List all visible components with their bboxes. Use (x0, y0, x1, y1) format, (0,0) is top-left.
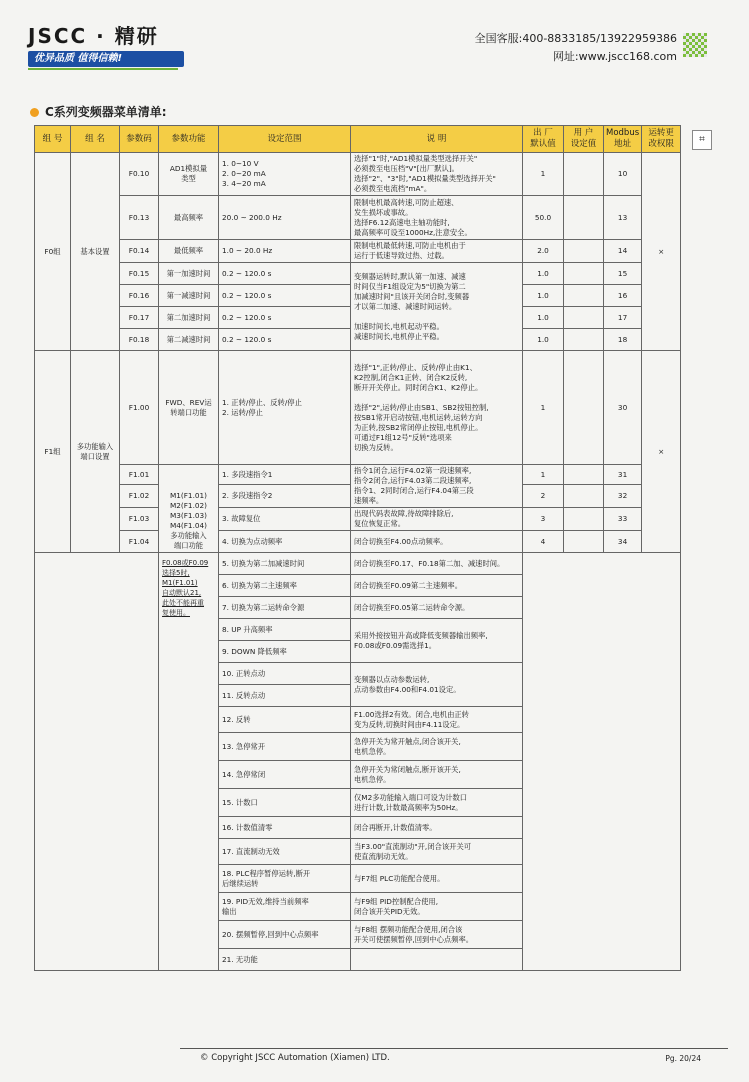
param-code: F1.02 (120, 485, 159, 508)
modbus-address: 34 (604, 531, 642, 553)
default-value: 1 (523, 351, 564, 465)
permission-mark: × (642, 153, 681, 351)
modbus-address: 33 (604, 508, 642, 531)
section-title: C系列变频器菜单清单: (30, 103, 167, 120)
website-link[interactable]: 网址:www.jscc168.com (552, 50, 677, 63)
default-value: 3 (523, 508, 564, 531)
table-header-row (35, 126, 681, 153)
param-function: 最高频率 (159, 196, 219, 240)
description: 闭合切换至F0.17、F0.18第二加、减速时间。 (351, 553, 523, 575)
group-name: 多功能输入 端口设置 (71, 351, 120, 553)
default-value: 1.0 (523, 285, 564, 307)
user-value (564, 531, 604, 553)
setting-option: 18. PLC程序暂停运转,断开 后继续运转 (219, 865, 351, 893)
user-value (564, 485, 604, 508)
multifunction-label (159, 465, 219, 553)
param-function: 最低频率 (159, 240, 219, 263)
table-row (35, 531, 681, 553)
column-header: 参数功能 (159, 126, 219, 153)
description: 闭合切换至F0.09第二主速频率。 (351, 575, 523, 597)
description: 变频器以点动参数运转, 点动参数由F4.00和F4.01设定。 (351, 663, 523, 707)
multifunction-ports: M1(F1.01) M2(F1.02) M3(F1.03) M4(F1.04) 多功能输入 端口功能 (169, 491, 208, 550)
brand-stripe (28, 68, 178, 70)
setting-option: 16. 计数值清零 (219, 817, 351, 839)
user-value (564, 153, 604, 196)
bullet-icon (30, 108, 39, 117)
brand-name: JSCC · 精研 (28, 24, 159, 48)
brand-logo (28, 20, 184, 70)
column-header: 用 户 设定值 (564, 126, 604, 153)
modbus-address: 31 (604, 465, 642, 485)
table-row (35, 553, 681, 575)
modbus-address: 13 (604, 196, 642, 240)
table-row (35, 196, 681, 240)
description: 选择"1"时,"AD1模拟量类型选择开关" 必须拨至电压档"V"[出厂默认]。 选择"2"、"3"时,"AD1模拟量类型选择开关" 必须拨至电流档"mA"。 (351, 153, 523, 196)
param-code: F1.01 (120, 465, 159, 485)
setting-option: 10. 正转点动 (219, 663, 351, 685)
setting-option: 9. DOWN 降低频率 (219, 641, 351, 663)
setting-range: 1.0 ~ 20.0 Hz (219, 240, 351, 263)
description: 闭合再断开,计数值清零。 (351, 817, 523, 839)
modbus-address: 30 (604, 351, 642, 465)
description: 急停开关为常开触点,闭合该开关, 电机急停。 (351, 733, 523, 761)
param-code: F0.10 (120, 153, 159, 196)
column-header: Modbus 地址 (604, 126, 642, 153)
setting-option: 7. 切换为第二运转命令源 (219, 597, 351, 619)
setting-option: 20. 摆频暂停,回到中心点频率 (219, 921, 351, 949)
param-code: F1.03 (120, 508, 159, 531)
description: 变频器运转时,默认第一加速、减速 时间仅当F1组设定为5"切换为第二 加减速时间"且该开关闭合时,变频器 才以第二加速、减速时间运转。 加速时间长,电机起动平稳。 减速时间长,电机停止平稳。 (351, 263, 523, 351)
setting-option: 15. 计数口 (219, 789, 351, 817)
param-function: AD1模拟量 类型 (159, 153, 219, 196)
qr-scan-icon[interactable]: ⌗ (692, 130, 712, 150)
default-value: 4 (523, 531, 564, 553)
setting-range: 0.2 ~ 120.0 s (219, 285, 351, 307)
default-value: 1.0 (523, 307, 564, 329)
description: 与F8组 摆频功能配合使用,闭合该 开关可使摆频暂停,回到中心点频率。 (351, 921, 523, 949)
table-row (35, 263, 681, 285)
setting-range: 20.0 ~ 200.0 Hz (219, 196, 351, 240)
group-name: 基本设置 (71, 153, 120, 351)
default-value: 1.0 (523, 329, 564, 351)
column-header: 组 号 (35, 126, 71, 153)
description: 出现代码表故障,待故障排除后, 复位恢复正常。 (351, 508, 523, 531)
setting-range: 1. 多段速指令1 (219, 465, 351, 485)
description: 采用外接按钮升高或降低变频器输出频率, F0.08或F0.09需选择1。 (351, 619, 523, 663)
param-code: F1.04 (120, 531, 159, 553)
user-value (564, 465, 604, 485)
column-header: 说 明 (351, 126, 523, 153)
blank-cell (35, 553, 159, 971)
description: 与F9组 PID控制配合使用, 闭合该开关PID无效。 (351, 893, 523, 921)
table-row (35, 240, 681, 263)
setting-option: 12. 反转 (219, 707, 351, 733)
setting-option: 8. UP 升高频率 (219, 619, 351, 641)
setting-option: 13. 急停常开 (219, 733, 351, 761)
option-note (159, 553, 219, 971)
description: 闭合切换至F0.05第二运转命令源。 (351, 597, 523, 619)
user-value (564, 351, 604, 465)
default-value: 1 (523, 465, 564, 485)
param-code: F0.18 (120, 329, 159, 351)
menu-table (34, 125, 681, 971)
param-code: F1.00 (120, 351, 159, 465)
table-row (35, 465, 681, 485)
modbus-address: 18 (604, 329, 642, 351)
modbus-address: 10 (604, 153, 642, 196)
modbus-address: 14 (604, 240, 642, 263)
modbus-address: 16 (604, 285, 642, 307)
description: 限制电机最高转速,可防止超速、 发生损坏或事故。 选择F6.12高速电主轴功能时, 最高频率可设至1000Hz,注意安全。 (351, 196, 523, 240)
setting-range: 4. 切换为点动频率 (219, 531, 351, 553)
contact-block (475, 30, 677, 66)
modbus-address: 17 (604, 307, 642, 329)
copyright-text: © Copyright JSCC Automation (Xiamen) LTD. (200, 1053, 390, 1063)
param-code: F0.17 (120, 307, 159, 329)
param-code: F0.16 (120, 285, 159, 307)
setting-range: 0.2 ~ 120.0 s (219, 329, 351, 351)
mosaic-icon (683, 33, 707, 57)
column-header: 设定范围 (219, 126, 351, 153)
setting-range: 0.2 ~ 120.0 s (219, 263, 351, 285)
default-value: 2 (523, 485, 564, 508)
footer-divider (180, 1048, 728, 1049)
column-header: 参数码 (120, 126, 159, 153)
default-value: 2.0 (523, 240, 564, 263)
description: 急停开关为常闭触点,断开该开关, 电机急停。 (351, 761, 523, 789)
setting-option: 6. 切换为第二主速频率 (219, 575, 351, 597)
setting-option: 11. 反转点动 (219, 685, 351, 707)
setting-range: 1. 正转/停止、反转/停止 2. 运转/停止 (219, 351, 351, 465)
default-value: 1.0 (523, 263, 564, 285)
hotline-text: 全国客服:400-8833185/13922959386 (474, 32, 677, 45)
column-header: 运转更 改权限 (642, 126, 681, 153)
m1-default-note: F0.08或F0.09 选择5时, M1(F1.01) 自动默认21, 此处不能再重 复使用。 (162, 559, 209, 617)
setting-range: 1. 0~10 V 2. 0~20 mA 3. 4~20 mA (219, 153, 351, 196)
setting-option: 21. 无功能 (219, 949, 351, 971)
modbus-address: 15 (604, 263, 642, 285)
description: 当F3.00"直流制动"开,闭合该开关可 使直流制动无效。 (351, 839, 523, 865)
default-value: 1 (523, 153, 564, 196)
blank-cell (523, 553, 681, 971)
user-value (564, 285, 604, 307)
description: 与F7组 PLC功能配合使用。 (351, 865, 523, 893)
user-value (564, 329, 604, 351)
user-value (564, 240, 604, 263)
table-row (35, 153, 681, 196)
setting-range: 3. 故障复位 (219, 508, 351, 531)
default-value: 50.0 (523, 196, 564, 240)
setting-range: 0.2 ~ 120.0 s (219, 307, 351, 329)
param-function: 第二减速时间 (159, 329, 219, 351)
param-function: 第一减速时间 (159, 285, 219, 307)
user-value (564, 508, 604, 531)
page-number: Pg. 20/24 (665, 1054, 701, 1063)
column-header: 组 名 (71, 126, 120, 153)
description: 选择"1",正转/停止、反转/停止由K1、 K2控制,闭合K1正转、闭合K2反转, 断开开关停止。同时闭合K1、K2停止。 选择"2",运转/停止由SB1、SB2按钮控制, 按SB1常开启动按钮,电机运转,运转方向 为正转,按SB2常闭停止按钮,电机停止。 可通过F1组12号"反转"选项来 切换为反转。 (351, 351, 523, 465)
description: 闭合切换至F4.00点动频率。 (351, 531, 523, 553)
group-code: F0组 (35, 153, 71, 351)
table-row (35, 508, 681, 531)
param-function: FWD、REV运 转端口功能 (159, 351, 219, 465)
description: F1.00选择2有效。闭合,电机由正转 变为反转,切换时间由F4.11设定。 (351, 707, 523, 733)
setting-option: 17. 直流制动无效 (219, 839, 351, 865)
setting-option: 5. 切换为第二加减速时间 (219, 553, 351, 575)
description: 限制电机最低转速,可防止电机由于 运行于低速导致过热、过载。 (351, 240, 523, 263)
setting-option: 14. 急停常闭 (219, 761, 351, 789)
modbus-address: 32 (604, 485, 642, 508)
table-row (35, 351, 681, 465)
setting-range: 2. 多段速指令2 (219, 485, 351, 508)
description: 指令1闭合,运行F4.02第一段速频率, 指令2闭合,运行F4.03第二段速频率, 指令1、2同时闭合,运行F4.04第三段 速频率。 (351, 465, 523, 508)
brand-slogan: 优异品质 值得信赖! (28, 51, 184, 67)
permission-mark: × (642, 351, 681, 553)
user-value (564, 263, 604, 285)
user-value (564, 196, 604, 240)
param-function: 第二加速时间 (159, 307, 219, 329)
description (351, 949, 523, 971)
column-header: 出 厂 默认值 (523, 126, 564, 153)
param-code: F0.13 (120, 196, 159, 240)
description: 仅M2多功能输入端口可设为计数口 进行计数,计数最高频率为50Hz。 (351, 789, 523, 817)
param-function: 第一加速时间 (159, 263, 219, 285)
group-code: F1组 (35, 351, 71, 553)
user-value (564, 307, 604, 329)
param-code: F0.15 (120, 263, 159, 285)
setting-option: 19. PID无效,维持当前频率 输出 (219, 893, 351, 921)
param-code: F0.14 (120, 240, 159, 263)
